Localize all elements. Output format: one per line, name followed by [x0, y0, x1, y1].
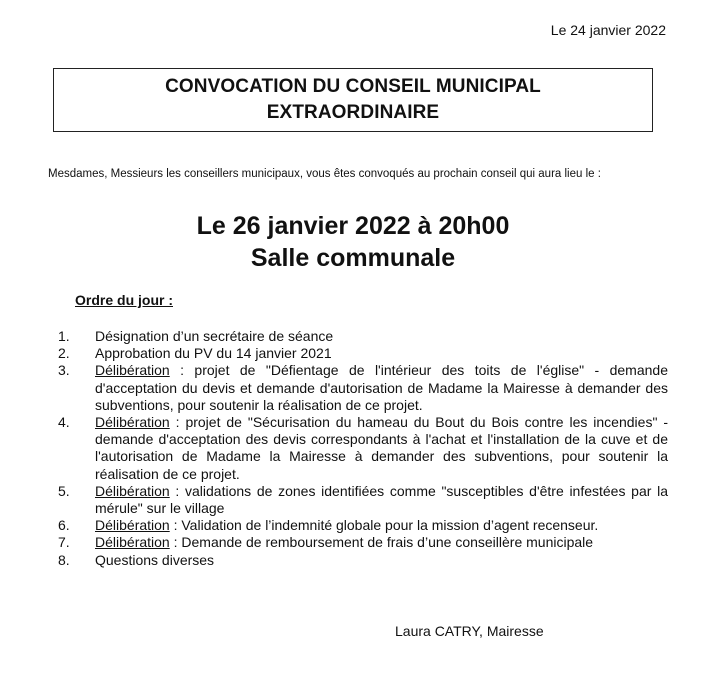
- agenda-item-3: [58, 362, 668, 414]
- agenda-item-number: 4.: [58, 414, 70, 431]
- agenda-item-text: : validations de zones identifiées comme "susceptibles d'être infestées par la mérule" sur le village: [95, 482, 668, 517]
- agenda-item-text: : projet de "Sécurisation du hameau du Bout du Bois contre les incendies" - demande d'acceptation des devis correspondants à l'achat et l'installation de la cuve et de l'autorisation de Madame la Mairesse à demander des subventions, pour soutenir la réalisation de ce projet.: [95, 414, 668, 482]
- agenda-item-text: Questions diverses: [95, 551, 215, 568]
- title-line-2: EXTRAORDINAIRE: [266, 102, 440, 123]
- agenda-item-keyword: Délibération: [95, 362, 170, 379]
- agenda-item-keyword: Délibération: [95, 414, 170, 431]
- meeting-location: Salle communale: [250, 244, 456, 272]
- agenda-item-2: [58, 345, 668, 362]
- agenda-item-keyword: Délibération: [95, 534, 170, 551]
- agenda-list: [58, 328, 668, 569]
- agenda-item-5: [58, 483, 668, 517]
- agenda-item-keyword: Délibération: [95, 517, 170, 534]
- agenda-item-text: Approbation du PV du 14 janvier 2021: [95, 345, 332, 362]
- agenda-item-text: : Validation de l’indemnité globale pour la mission d’agent recenseur.: [169, 517, 599, 534]
- agenda-item-8: [58, 552, 668, 569]
- agenda-item-body: [95, 362, 668, 414]
- agenda-item-number: 8.: [58, 551, 70, 568]
- agenda-item-7: [58, 534, 668, 551]
- agenda-item-1: [58, 328, 668, 345]
- title-line-1: CONVOCATION DU CONSEIL MUNICIPAL: [165, 76, 541, 97]
- agenda-item-body: [95, 414, 668, 483]
- title-box: [53, 68, 653, 132]
- agenda-item-6: [58, 517, 668, 534]
- agenda-item-4: [58, 414, 668, 483]
- agenda-item-text: : projet de "Défientage de l'intérieur des toits de l'église" - demande d'acceptation du devis et demande d'autorisation de Madame la Mairesse à demander des subventions, pour soutenir la réalisation de ce projet.: [95, 362, 668, 413]
- agenda-item-number: 6.: [58, 517, 70, 534]
- meeting-info: [0, 210, 706, 274]
- agenda-item-body: [95, 534, 668, 551]
- agenda-item-number: 7.: [58, 534, 70, 551]
- agenda-item-number: 5.: [58, 482, 70, 499]
- agenda-heading: Ordre du jour :: [75, 292, 173, 308]
- agenda-item-number: 1.: [58, 328, 70, 344]
- meeting-datetime: Le 26 janvier 2022 à 20h00: [196, 212, 510, 240]
- intro-text: Mesdames, Messieurs les conseillers municipaux, vous êtes convoqués au prochain conseil qui aura lieu le :: [48, 168, 601, 180]
- agenda-item-text: : Demande de remboursement de frais d’une conseillère municipale: [169, 534, 594, 551]
- document-date: Le 24 janvier 2022: [550, 22, 666, 38]
- signature: Laura CATRY, Mairesse: [395, 623, 544, 639]
- agenda-item-text: Désignation d’un secrétaire de séance: [95, 328, 334, 344]
- agenda-item-number: 3.: [58, 362, 70, 379]
- agenda-item-body: [95, 483, 668, 517]
- agenda-item-number: 2.: [58, 345, 70, 362]
- agenda-item-body: [95, 517, 668, 534]
- agenda-item-keyword: Délibération: [95, 482, 170, 499]
